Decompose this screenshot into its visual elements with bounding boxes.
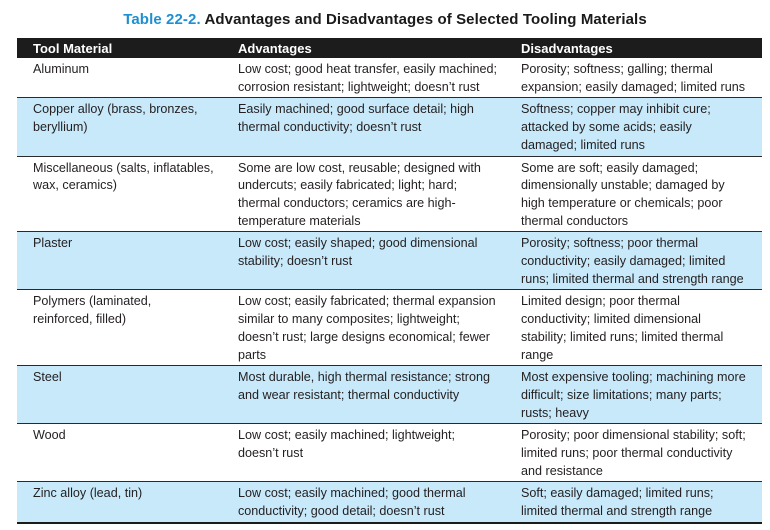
material-text: Copper alloy (brass, bronzes, [33,102,198,117]
table-row [17,98,762,156]
header-advantages: Advantages [235,38,518,58]
material-text: Polymers (laminated, [33,294,152,309]
disadvantages-cell [518,424,762,482]
advantages-text: temperature materials [238,213,361,228]
disadvantages-cell [518,98,762,156]
material-cell [17,482,235,523]
disadvantages-text: thermal conductors [521,213,629,228]
disadvantages-cell [518,482,762,523]
material-cell [17,58,235,98]
disadvantages-text: attacked by some acids; easily [521,120,692,135]
advantages-text: conductivity; good detail; doesn’t rust [238,504,445,519]
table-number: Table 22-2. [123,11,201,28]
advantages-text: stability; doesn’t rust [238,254,353,269]
advantages-text: parts [238,347,266,362]
table-caption [0,11,770,28]
disadvantages-text: high temperature or chemicals; poor [521,195,723,210]
disadvantages-text: Porosity; poor dimensional stability; soft; [521,428,746,443]
advantages-text: Low cost; easily machined; lightweight; [238,428,456,443]
header-disadvantages: Disadvantages [518,38,762,58]
disadvantages-cell [518,232,762,290]
advantages-text: Low cost; easily fabricated; thermal expansion [238,294,496,309]
advantages-cell [235,58,518,98]
advantages-text: Low cost; easily machined; good thermal [238,486,466,501]
table-row [17,424,762,482]
disadvantages-text: Softness; copper may inhibit cure; [521,102,711,117]
header-row [17,38,762,58]
disadvantages-cell [518,58,762,98]
material-cell [17,156,235,232]
material-text: Aluminum [33,62,89,76]
advantages-text: thermal conductivity; doesn’t rust [238,120,422,135]
table-row [17,232,762,290]
disadvantages-text: stability; limited runs; limited thermal [521,329,724,344]
material-text: Zinc alloy (lead, tin) [33,486,143,501]
disadvantages-text: limited runs; poor thermal conductivity [521,446,733,461]
material-cell [17,290,235,366]
advantages-cell [235,232,518,290]
disadvantages-text: Porosity; softness; galling; thermal [521,62,713,76]
advantages-text: Low cost; good heat transfer, easily machined; [238,62,498,76]
disadvantages-text: Most expensive tooling; machining more [521,370,746,385]
table-row [17,58,762,98]
disadvantages-text: conductivity; easily damaged; limited [521,254,726,269]
material-cell [17,424,235,482]
disadvantages-text: expansion; easily damaged; limited runs [521,79,746,94]
advantages-text: Most durable, high thermal resistance; strong [238,370,490,385]
material-text: Steel [33,370,62,385]
table-row [17,290,762,366]
disadvantages-text: Some are soft; easily damaged; [521,160,699,175]
disadvantages-text: dimensionally unstable; damaged by [521,178,725,193]
table-row [17,482,762,523]
disadvantages-text: limited thermal and strength range [521,504,713,519]
table-row [17,366,762,424]
disadvantages-text: range [521,347,554,362]
disadvantages-cell [518,156,762,232]
advantages-text: doesn’t rust [238,446,304,461]
disadvantages-text: Soft; easily damaged; limited runs; [521,486,714,501]
tooling-materials-table [17,38,762,524]
advantages-cell [235,482,518,523]
disadvantages-text: conductivity; limited dimensional [521,312,701,327]
advantages-text: Low cost; easily shaped; good dimensional [238,236,478,251]
table-title: Advantages and Disadvantages of Selected Tooling Materials [204,11,647,28]
material-text: wax, ceramics) [33,178,117,193]
material-text: beryllium) [33,120,88,135]
advantages-text: doesn’t rust; large designs economical; fewer [238,329,491,344]
advantages-cell [235,290,518,366]
advantages-text: Easily machined; good surface detail; high [238,102,474,117]
material-text: reinforced, filled) [33,312,127,327]
disadvantages-cell [518,366,762,424]
header-tool-material: Tool Material [17,38,235,58]
advantages-text: and wear resistant; thermal conductivity [238,387,460,402]
advantages-text: corrosion resistant; lightweight; doesn’t rust [238,79,480,94]
advantages-cell [235,424,518,482]
material-cell [17,366,235,424]
material-text: Miscellaneous (salts, inflatables, [33,160,214,175]
disadvantages-text: difficult; size limitations; many parts; [521,387,722,402]
advantages-cell [235,98,518,156]
advantages-cell [235,366,518,424]
material-text: Wood [33,428,66,443]
material-text: Plaster [33,236,73,251]
disadvantages-text: Porosity; softness; poor thermal [521,236,699,251]
disadvantages-cell [518,290,762,366]
material-cell [17,98,235,156]
table-body [17,58,762,523]
advantages-text: undercuts; easily fabricated; light; hard; [238,178,458,193]
advantages-text: thermal conductors; ceramics are high- [238,195,456,210]
disadvantages-text: and resistance [521,463,603,478]
material-cell [17,232,235,290]
advantages-text: Some are low cost, reusable; designed with [238,160,481,175]
disadvantages-text: damaged; limited runs [521,137,645,152]
advantages-text: similar to many composites; lightweight; [238,312,460,327]
disadvantages-text: runs; limited thermal and strength range [521,271,744,286]
disadvantages-text: rusts; heavy [521,405,589,420]
table-row [17,156,762,232]
advantages-cell [235,156,518,232]
disadvantages-text: Limited design; poor thermal [521,294,680,309]
